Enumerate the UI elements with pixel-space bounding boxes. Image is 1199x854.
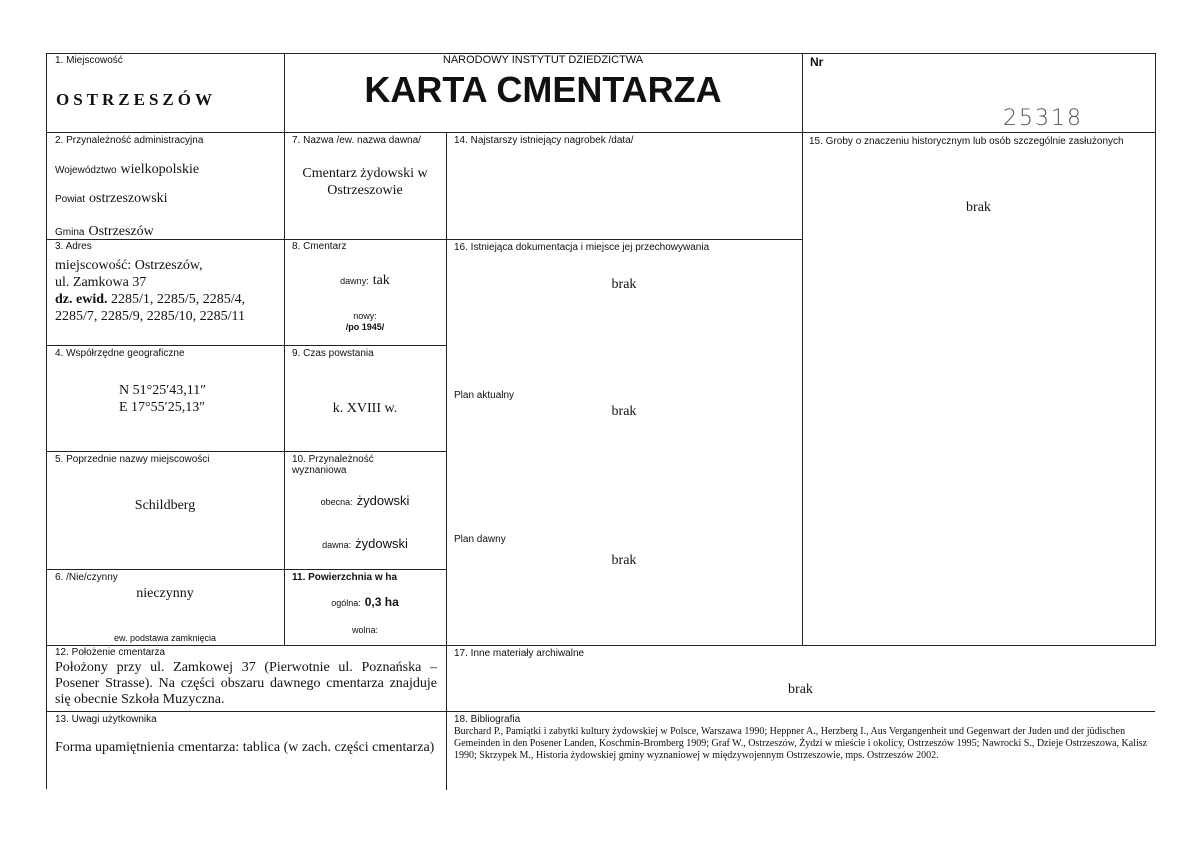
cemetery-name-line-1: Cmentarz żydowski w: [302, 166, 428, 181]
archival-materials-value: brak: [788, 682, 813, 697]
dawna-value: żydowski: [355, 536, 408, 551]
town-name: OSTRZESZÓW: [56, 90, 216, 109]
powiat-label: Powiat: [55, 194, 86, 205]
obecna-label: obecna:: [320, 497, 353, 507]
institute-name: NARODOWY INSTYTUT DZIEDZICTWA: [442, 54, 644, 66]
field-10-label-2: wyznaniowa: [292, 465, 347, 476]
field-8-label: 8. Cmentarz: [292, 241, 347, 252]
card-title: KARTA CMENTARZA: [364, 69, 722, 110]
wojewodztwo-row: [55, 160, 199, 178]
plan-current-label: Plan aktualny: [454, 390, 515, 401]
field-11-label: 11. Powierzchnia w ha: [292, 572, 398, 583]
obecna-row: [284, 492, 446, 510]
gmina-row: [55, 222, 154, 240]
address-line-1: miejscowość: Ostrzeszów,: [55, 258, 203, 273]
dz-ewid-label: dz. ewid.: [55, 292, 108, 307]
wojewodztwo-label: Województwo: [55, 165, 117, 176]
field-5-label: 5. Poprzednie nazwy miejscowości: [55, 454, 210, 465]
field-13-label: 13. Uwagi użytkownika: [55, 714, 157, 725]
field-4-label: 4. Współrzędne geograficzne: [55, 348, 185, 359]
obecna-value: żydowski: [356, 493, 410, 508]
field-12-label: 12. Położenie cmentarza: [55, 647, 166, 658]
previous-name: Schildberg: [134, 498, 196, 513]
cemetery-name-line-2: Ostrzeszowie: [327, 183, 403, 198]
plan-current-value: brak: [611, 404, 637, 419]
field-3-label: 3. Adres: [55, 241, 92, 252]
field-17-label: 17. Inne materiały archiwalne: [454, 648, 585, 659]
powiat-row: [55, 189, 168, 207]
dawna-row: [284, 535, 446, 553]
bibliography-text: Burchard P., Pamiątki i zabytki kultury żydowskiej w Polsce, Warszawa 1990; Heppner A., Herzberg I., Aus Vergangenheit und Gegenwart der Juden und der jüdischen Gemeinden in den Posener Landen, Koschmin-Bromberg 1909; Graf W., Ostrzeszów, Żydzi w mieście i okolicy, Ostrzeszów 1995; Nawrocki S., Dzieje Ostrzeszowa, Kalisz 1990; Skrzypek M., Historia żydowskiej gminy wyznaniowej w międzywojennym Ostrzeszowie, mps. Ostrzeszów 2002.: [454, 726, 1148, 761]
powiat-value: ostrzeszowski: [89, 191, 168, 206]
address-line-2: ul. Zamkowa 37: [55, 275, 147, 290]
user-remarks-text: Forma upamiętnienia cmentarza: tablica (w zach. części cmentarza): [55, 740, 435, 755]
field-6-label: 6. /Nie/czynny: [55, 572, 118, 583]
dawny-value: tak: [372, 273, 390, 288]
nr-handwritten: 25318: [1003, 106, 1083, 131]
wojewodztwo-value: wielkopolskie: [120, 162, 200, 177]
nowy-label: nowy:: [353, 311, 377, 321]
founding-time: k. XVIII w.: [332, 401, 398, 416]
active-status: nieczynny: [136, 586, 194, 601]
gmina-label: Gmina: [55, 227, 85, 238]
field-9-label: 9. Czas powstania: [292, 348, 374, 359]
gmina-value: Ostrzeszów: [88, 224, 154, 239]
field-1-label: 1. Miejscowość: [55, 55, 123, 66]
nr-label: Nr: [810, 55, 824, 69]
field-16-label: 16. Istniejąca dokumentacja i miejsce jej przechowywania: [454, 242, 710, 253]
historic-graves-value: brak: [966, 200, 991, 215]
documentation-value: brak: [611, 277, 637, 292]
ogolna-value: 0,3 ha: [364, 595, 399, 609]
field-10-label-1: 10. Przynależność: [292, 454, 374, 465]
dawna-label: dawna:: [322, 540, 352, 550]
field-18-label: 18. Bibliografia: [454, 714, 521, 725]
dawny-row: [284, 271, 446, 289]
latitude: N 51°25′43,11″: [119, 383, 207, 398]
closure-reason-label: ew. podstawa zamknięcia: [113, 633, 217, 643]
address-line-3: [55, 292, 245, 308]
wolna-label: wolna:: [351, 625, 378, 635]
address-line-4: 2285/7, 2285/9, 2285/10, 2285/11: [55, 309, 246, 324]
field-15-label: 15. Groby o znaczeniu historycznym lub osób szczególnie zasłużonych: [809, 136, 1124, 147]
dz-ewid-value: 2285/1, 2285/5, 2285/4,: [111, 292, 246, 307]
plan-old-label: Plan dawny: [454, 534, 506, 545]
location-text: Położony przy ul. Zamkowej 37 (Pierwotnie ul. Poznańska – Posener Strasse). Na części obszaru dawnego cmentarza znajduje się obecnie Szkoła Muzyczna.: [55, 660, 437, 707]
ogolna-row: [284, 593, 446, 611]
dawny-label: dawny:: [340, 276, 369, 286]
field-2-label: 2. Przynależność administracyjna: [55, 135, 204, 146]
plan-old-value: brak: [611, 553, 637, 568]
longitude: E 17°55′25,13″: [119, 400, 206, 415]
field-14-label: 14. Najstarszy istniejący nagrobek /data/: [454, 135, 634, 146]
field-7-label: 7. Nazwa /ew. nazwa dawna/: [292, 135, 421, 146]
nowy-sub: /po 1945/: [345, 322, 385, 332]
ogolna-label: ogólna:: [331, 598, 361, 608]
